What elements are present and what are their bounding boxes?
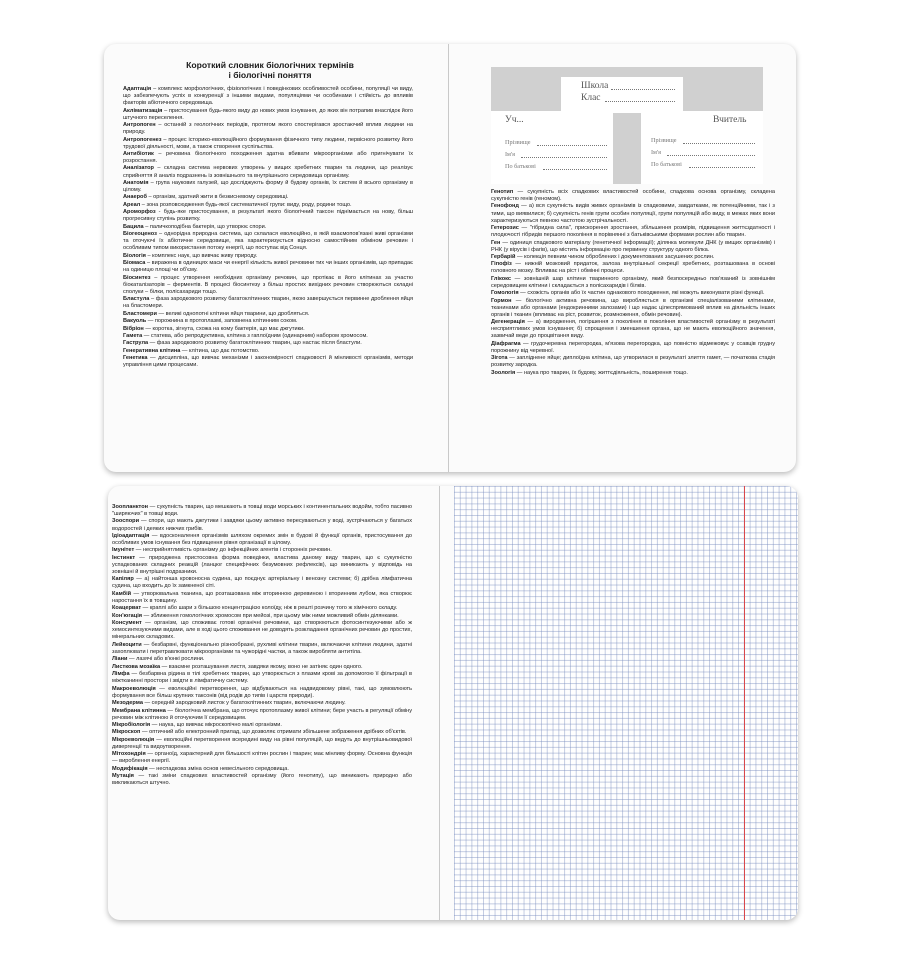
glossary-definition: – процес утворення необхідних організму речовин, що протікає в його клітинах за участю біокаталізаторів – ферментів. В процесі біосинтезу з більш простих вихідних речовин створюються складні сполуки – білки, полісахариди тощо. [123,274,413,295]
glossary-definition: — безбарвні, функціонально різнообразні, рухливі клітини тварин, включаючи клітини людини, здатні захоплювати і перетравлювати мікроорганізми та чужорідні частки, а також виробляти антитіла. [112,641,412,655]
glossary-term: Ліани [112,656,128,663]
glossary-definition: – група наукових галузей, що досліджують форму й будову органів, їх систем й всього організму в цілому. [123,179,413,193]
glossary-entry [123,348,413,355]
glossary-definition: — нижній мозковий придаток, залоза внутрішньої секреції хребетних, розташована в основі головного мозку. Впливає на ріст і обмінні процеси. [491,261,775,275]
glossary-entry [491,203,775,224]
glossary-entry [112,751,412,765]
glossary-term: Біологія [123,252,146,259]
glossary-entry [112,576,412,590]
glossary-definition: — органоїд, характерний для більшості клітин рослин і тварин; має мінливу форму. Основна функція — вироблення енергії. [112,751,412,765]
glossary-entry [123,318,413,325]
glossary-term: Гаструла [123,340,149,347]
glossary-term: Мікроеволюція [112,736,155,743]
glossary-definition: — а) вся сукупність видів живих організмів із спадковими, завдатками, як потенційними, так і з тими, що виявилися; б) сукупність генів групи особин популяції, групи популяцій або виду, в межах яких вони характеризуються певною частотою зустрічальності. [491,203,775,224]
glossary-term: Ароморфоз [123,209,156,216]
glossary-page-2 [491,189,775,377]
glossary-term: Камбій [112,590,132,597]
glossary-entry [491,240,775,254]
teacher-name-label: Ім'я [651,149,661,156]
glossary-definition: – зона розповсюдження будь-якої систематичної групи: виду, роду, родини тощо. [140,201,352,208]
glossary-entry [123,137,413,151]
glossary-term: Гербарій [491,253,516,260]
glossary-entry [123,86,413,107]
glossary-term: Антропогенез [123,136,162,143]
glossary-entry [123,224,413,231]
glossary-term: Анатомія [123,179,149,186]
teacher-box [641,111,763,184]
glossary-definition: — коротка, зігнута, схожа на кому бактерія, що має джгутики. [143,325,305,332]
glossary-entry [491,290,775,297]
glossary-term: Макроеволюція [112,685,156,692]
glossary-definition: – комплекс наук, що вивчає живу природу. [145,252,258,259]
glossary-term: Діафрагма [491,340,521,347]
glossary-term: Зооспори [112,518,140,525]
glossary-entry [123,180,413,194]
notebook-spread-bottom [108,486,798,920]
glossary-definition: — одиниця спадкового матеріалу (генетичної інформації); ділянка молекули ДНК (у вищих організмів) і РНК (у вірусів і фагів), що містить інформацію про первинну структуру одного білка. [491,239,775,253]
glossary-definition: — середній зародковий листок у багатоклітинних тварин, включаючи людину. [142,700,346,707]
glossary-entry [112,642,412,656]
glossary-entry [123,355,413,369]
glossary-term: Мітохондрія [112,751,146,758]
glossary-term: Кон'югація [112,612,143,619]
glossary-term: Вакуоль [123,318,147,325]
glossary-definition: – пристосування будь-якого виду до нових умов існування, до яких він потрапив внаслідок його штучного переселення. [123,107,413,121]
glossary-entry [491,276,775,290]
glossary-entry [123,165,413,179]
glossary-entry [123,209,413,223]
glossary-entry [112,766,412,773]
glossary-definition: — оптичний або електронний прилад, що дозволяє отримати збільшене зображення дрібних об'єктів. [140,729,407,736]
glossary-entry [123,194,413,201]
glossary-term: Зоологія [491,369,516,376]
glossary-term: Гіпофіз [491,261,512,268]
glossary-term: Коацерват [112,605,142,612]
glossary-entry [112,729,412,736]
glossary-term: Інстинкт [112,554,136,561]
glossary-definition: — організм, що споживає готові органічні речовини, що створюються фотосинтезуючими або ж хемосинтезуючими видами, але в ході цього споживання не доводять розкладання органічних речовин до простих, мінеральних складових. [112,620,412,641]
glossary-entry [123,296,413,310]
glossary-term: Листкова мозаїка [112,663,161,670]
glossary-definition: — запліднене яйце; диплоїдна клітина, що утворилася в результаті злиття гамет, — початкова стадія розвитку зародка. [491,355,775,369]
glossary-entry [112,547,412,554]
glossary-definition: - будь-яке пристосування, в результаті якого біологічний таксон піднімається на нову, більш прогресивну ступінь розвитку. [123,209,413,223]
glossary-entry [112,773,412,787]
glossary-entry [491,261,775,275]
glossary-term: Дегенерація [491,319,525,326]
class-line [605,101,675,102]
glossary-term: Антропоген [123,122,156,129]
glossary-definition: – організм, здатний жити в безкисневому середовищі. [146,194,289,201]
teacher-patronymic-label: По батькові [651,161,682,168]
glossary-term: Мезодерма [112,700,143,707]
class-label: Клас [581,93,601,103]
glossary-entry [491,298,775,319]
glossary-entry [491,355,775,369]
student-label: Уч... [505,115,524,125]
glossary-page-1 [123,86,413,370]
glossary-term: Гормон [491,297,512,304]
student-box [491,111,613,184]
glossary-entry [491,189,775,203]
glossary-definition: — сукупність всіх спадкових властивостей особини, спадкова основа організму, складена сукупністю генів (геномом). [491,189,775,203]
glossary-term: Лімфа [112,671,130,678]
glossary-definition: — зовнішній шар клітини тваринного організму, який безпосередньо пов'язаний із зовнішнім середовищем клітини і складається з полісахаридів і білків. [491,275,775,289]
glossary-term: Генеративна клітина [123,347,181,354]
glossary-term: Антибіотик [123,150,154,157]
glossary-definition: — несприйнятливість організму до інфекційних агентів і сторонніх речовин. [134,547,332,554]
glossary-definition: — взаємне розташування листя, завдяки якому, воно не затіняє один одного. [160,663,363,670]
glossary-term: Генофонд [491,203,519,210]
glossary-entry [491,225,775,239]
glossary-term: Ідіоадаптація [112,532,150,539]
glossary-entry [112,613,412,620]
glossary-entry [491,370,775,377]
glossary-entry [112,664,412,671]
student-surname-line [537,145,607,146]
glossary-term: Імунітет [112,547,135,554]
glossary-entry [123,260,413,274]
glossary-entry [123,333,413,340]
glossary-entry [112,518,412,532]
glossary-term: Анаероб [123,194,147,201]
teacher-surname-line [683,143,755,144]
student-patronymic-line [543,169,607,170]
name-label-area [491,67,763,184]
spine-fold [448,44,449,472]
glossary-entry [112,737,412,751]
glossary-term: Консумент [112,620,142,627]
glossary-definition: — а) найтонша кровоносна судина, що поєднує артеріальну і венозну системи; б) дрібна лімфатична судина, що входить до їх замкненої сіті. [112,576,412,590]
glossary-definition: — наука про тварин, їх будову, життєдіяльність, поширення тощо. [515,369,688,376]
glossary-entry [123,311,413,318]
glossary-definition: — спори, що мають джгутики і завдяки цьому активно пересуваються у воді, зустрічаються у багатьох водоростей і деяких нижчих грибів. [112,518,412,532]
glossary-definition: — безбарвна рідина в тілі хребетних тварин, що утворюється з плазми крові за допомогою її фільтрації в міжтканинні простори і звідти в лімфатичну систему. [112,671,412,685]
glossary-entry [123,202,413,209]
glossary-definition: — "гібридна сила", прискорення зростання, збільшення розмірів, підвищення життєздатності і плодючості гібридів першого покоління в порівнянні з батьківськими формами рослин або тварин. [491,225,775,239]
glossary-term: Біомаса [123,260,146,267]
glossary-title-line-1: Короткий словник біологічних термінів [186,60,354,70]
margin-line [744,486,745,920]
glossary-entry [112,620,412,641]
glossary-entry [491,319,775,340]
glossary-definition: — дисципліна, що вивчає механізми і закономірності спадковості й мінливості організмів, методи управління цими процесами. [123,355,413,369]
glossary-entry [123,231,413,252]
glossary-definition: — великі однопотні клітини яйця тварини, що дробляться. [156,310,310,317]
teacher-name-line [667,155,755,156]
teacher-patronymic-line [689,167,755,168]
glossary-term: Біогеоценоз [123,231,157,238]
glossary-term: Лейкоцити [112,641,142,648]
glossary-definition: – останній з геологічних періодів, протягом якого спостерігався зростаючий вплив людини на природу. [123,122,413,136]
glossary-definition: — клітина, що дає потомство. [180,347,260,354]
glossary-definition: — статева, або репродуктивна, клітина з гаплоїдним (одинарним) набором хромосом. [142,333,368,340]
glossary-entry [112,591,412,605]
glossary-definition: — колекція певним чином оброблених і документованих засушених рослин. [515,253,715,260]
glossary-entry [491,341,775,355]
glossary-definition: – виражена в одиницях маси чи енергії кількість живої речовини тих чи інших організмів, що припадає на одиницю площі чи об'єму. [123,260,413,274]
glossary-definition: — вдосконалення організмів шляхом окремих змін в будові й функції органів, пристосування до особливих умов існування без підвищення рівня організації в цілому. [112,532,412,547]
glossary-entry [123,326,413,333]
notebook-spread-top [104,44,796,472]
glossary-term: Акліматизація [123,107,163,114]
glossary-definition: – речовина біологічного походження здатна вбивати мікроорганізми або пригнічувати їх розростання. [123,150,413,165]
glossary-entry [123,151,413,165]
glossary-term: Бластомери [123,310,157,317]
teacher-label: Вчитель [713,115,747,125]
student-name-line [521,157,607,158]
glossary-term: Бацила [123,223,144,230]
glossary-entry [112,656,412,663]
glossary-definition: — такі зміни спадкових властивостей організму (його генотипу), що виникають природно або викликаються штучно. [112,773,412,787]
glossary-definition: — наука, що вивчає мікроскопічно малі організми. [150,722,282,729]
glossary-definition: — біологічна мембрана, що оточує протоплазму живої клітини; бере участь в регуляції обміну речовин між клітиною й оточуючим її середовищем. [112,707,412,721]
glossary-entry [112,555,412,576]
glossary-entry [112,605,412,612]
glossary-definition: – фаза зародкового розвитку багатоклітинних тварин, якою завершується первинне дроблення яйця на бластомери. [123,296,413,310]
glossary-definition: — а) виродження, погіршення з покоління в покоління властивостей організму в результаті несприятливих умов існування; б) спрощення і зменшення органа, що не мають еволюційного значення, зазвичай веде до процвітання виду. [491,319,775,340]
glossary-definition: — сукупність тварин, що мешкають в товщі води морських і континентальних водойм, тобто пасивно "ширяючих" в товщі води. [112,504,412,518]
school-line [611,89,675,90]
glossary-entry [112,708,412,722]
school-label: Школа [581,81,609,91]
glossary-definition: — природжена пристосовна форма поведінки, властива даному виду тварин, що є сукупністю успадкованих складних реакцій (ланцюг специфічних безумовних рефлексів), що виникають у відповідь на зовнішні й внутрішні подразники. [112,554,412,575]
glossary-entry [112,533,412,547]
glossary-entry [123,108,413,122]
glossary-term: Генотип [491,189,514,195]
glossary-term: Біосинтез [123,274,151,281]
graph-paper-page[interactable] [454,486,798,920]
student-patronymic-label: По батькові [505,163,536,170]
glossary-definition: — зближення гомологічних хромосом при мейозі, при цьому між ними можливий обмін ділянками. [142,612,399,619]
spine-fold [439,486,440,920]
glossary-definition: — лазячі або в'юнкі рослини. [127,656,205,663]
glossary-entry [123,275,413,296]
glossary-term: Глікокс [491,275,511,282]
glossary-term: Мембрана клітинна [112,707,166,714]
glossary-definition: — краплі або шари з більшою концентрацією колоїду, ніж в решті розчину того ж хімічного складу. [141,605,398,612]
glossary-page-3 [112,504,412,788]
glossary-definition: — схожість органів або їх частин однакового походження, які можуть виконувати різні функції. [518,290,765,297]
glossary-entry [123,253,413,260]
glossary-definition: — еволюційні перетворення всередині виду на рівні популяцій, що ведуть до внутрішньовидової дивергенції та видоутворення. [112,736,412,750]
glossary-definition: – складна система нервових утворень у вищих хребетних тварин та людини, що реалізує сприйняття й аналіз подразнень із зовнішнього та внутрішнього середовища організму. [123,165,413,179]
glossary-definition: – однорідна природна система, що склалася еволюційно, в якій взаємопов'язані живі організми та оточуючі їх абіотичне середовище, яка характеризується відносно самостійним обміном речовин і особливим типом використання потоку енергії, що поступає від Сонця. [123,231,413,252]
glossary-title-line-2: і біологічні поняття [228,70,312,80]
glossary-term: Гамета [123,333,143,340]
glossary-definition: – комплекс морфологічних, фізіологічних і поведінкових особливостей особини, популяції чи виду, що забезпечують успіх в конкуренції з іншими видами, популяціями чи особинами і стійкість до впливів факторів абіотичного середовища. [123,86,413,107]
glossary-term: Зоопланктон [112,504,149,510]
glossary-definition: — біологічно активна речовина, що виробляється в організмі спеціалізованими клітинами, тканинами або органами (ендокринними залозами) і що надає цілеспрямований вплив на діяльність інших органів і тканин (впливає на ріст, розвиток, розмноження, обмін речовин). [491,297,775,318]
glossary-term: Аналізатор [123,165,154,172]
glossary-definition: — неспадкова зміна основ невесільного середовища. [147,765,289,772]
glossary-term: Бластула [123,296,150,303]
glossary-entry [112,700,412,707]
glossary-term: Мікроскоп [112,729,141,736]
glossary-term: Мутація [112,773,134,780]
glossary-definition: – процес історико-еволюційного формування фізичного типу людини, первісного розвитку його трудової діяльності, мови, а також створення суспільства. [123,136,413,150]
glossary-term: Гетерозис [491,225,519,232]
glossary-term: Генетика [123,355,148,362]
glossary-entry [112,686,412,700]
glossary-term: Мікробіологія [112,722,151,729]
glossary-definition: — грудочеревна перегородка, м'язова перегородка, що повністю відмежовує у ссавців грудну порожнину від черевної. [491,340,775,354]
glossary-term: Адаптація [123,86,152,92]
student-name-label: Ім'я [505,151,515,158]
school-class-box [561,77,683,113]
glossary-entry [112,671,412,685]
glossary-entry [491,254,775,261]
glossary-definition: — порожнина в протоплазмі, заповнена клітинним соком. [146,318,298,325]
student-surname-label: Прізвище [505,139,531,146]
glossary-term: Зігота [491,355,508,362]
glossary-title [164,60,376,80]
glossary-term: Капіляр [112,576,134,583]
glossary-entry [112,504,412,518]
glossary-definition: – паличкоподібна бактерія, що утворює спори. [143,223,267,230]
glossary-term: Ареал [123,201,141,208]
glossary-definition: — фаза зародкового розвитку багатоклітинних тварин, що настає після бластули. [148,340,362,347]
glossary-term: Ген [491,239,501,246]
glossary-term: Гомологія [491,290,519,297]
glossary-definition: — еволюційні перетворення, що відбуваються на надвидовому рівні, такі, що зумовлюють формування все більш крупних таксонів (від родів до типів і царств природи). [112,685,412,699]
glossary-entry [123,340,413,347]
glossary-term: Вібріон [123,325,144,332]
glossary-entry [123,122,413,136]
teacher-surname-label: Прізвище [651,137,677,144]
glossary-definition: — утворювальна тканина, що розташована між вторинною деревиною і вторинним лубом, яка створює наростання їх в товщину. [112,590,412,604]
glossary-term: Модифікація [112,765,148,772]
